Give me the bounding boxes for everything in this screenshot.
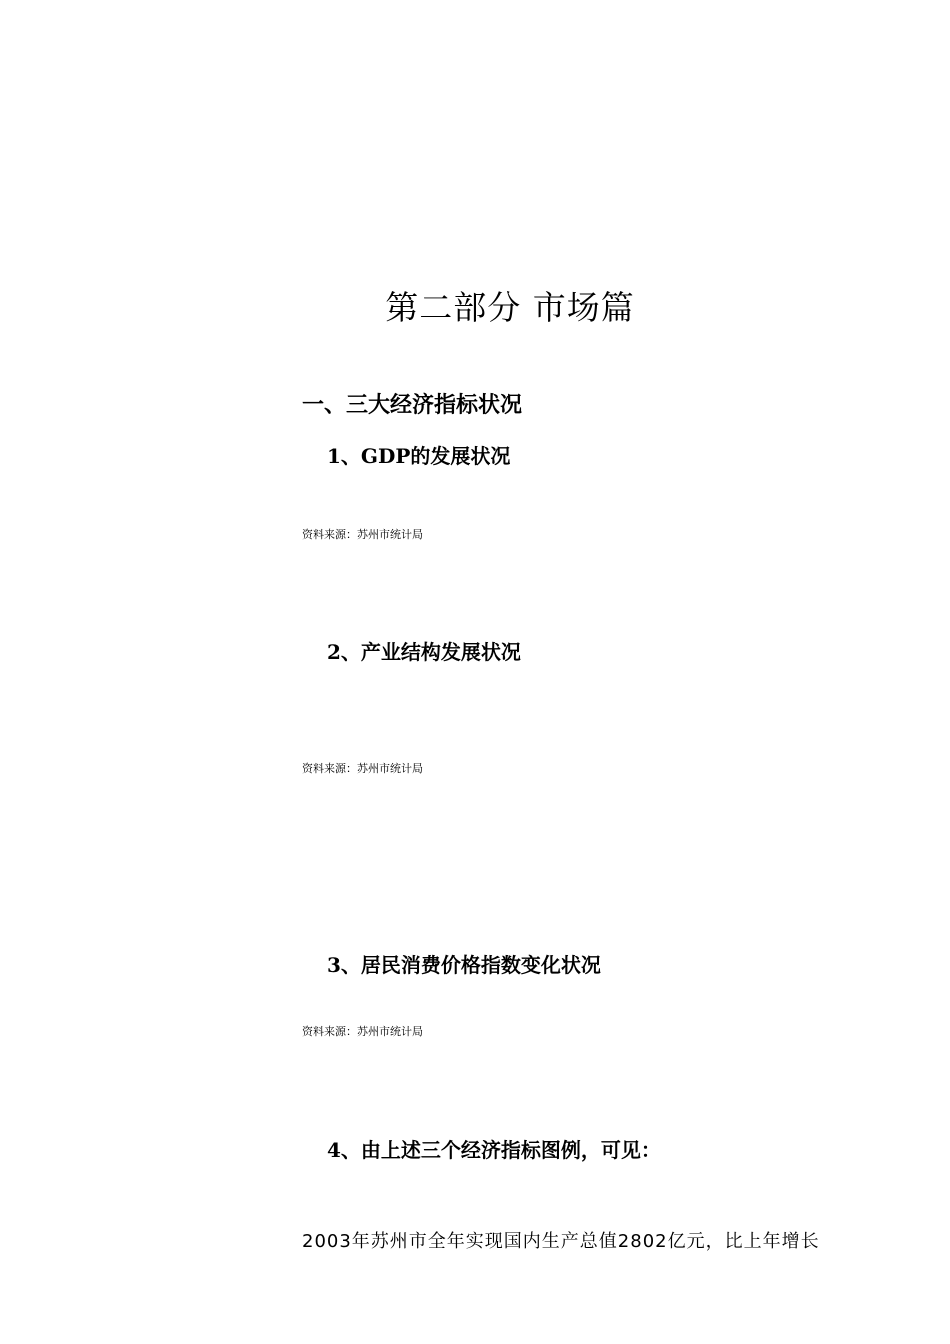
subsection-heading-cpi: 3、居民消费价格指数变化状况	[327, 953, 601, 977]
subsection-heading-gdp: 1、GDP的发展状况	[327, 444, 511, 468]
subsection-heading-industry-structure: 2、产业结构发展状况	[327, 640, 521, 664]
subsection-heading-conclusion: 4、由上述三个经济指标图例，可见：	[327, 1138, 661, 1162]
data-source-industry-structure: 资料来源：苏州市统计局	[302, 762, 423, 775]
data-source-cpi: 资料来源：苏州市统计局	[302, 1025, 423, 1038]
body-paragraph: 2003年苏州市全年实现国内生产总值2802亿元，比上年增长	[302, 1231, 820, 1252]
part-title: 第二部分 市场篇	[385, 288, 635, 327]
data-source-gdp: 资料来源：苏州市统计局	[302, 528, 423, 541]
section-heading: 一、三大经济指标状况	[302, 392, 523, 418]
